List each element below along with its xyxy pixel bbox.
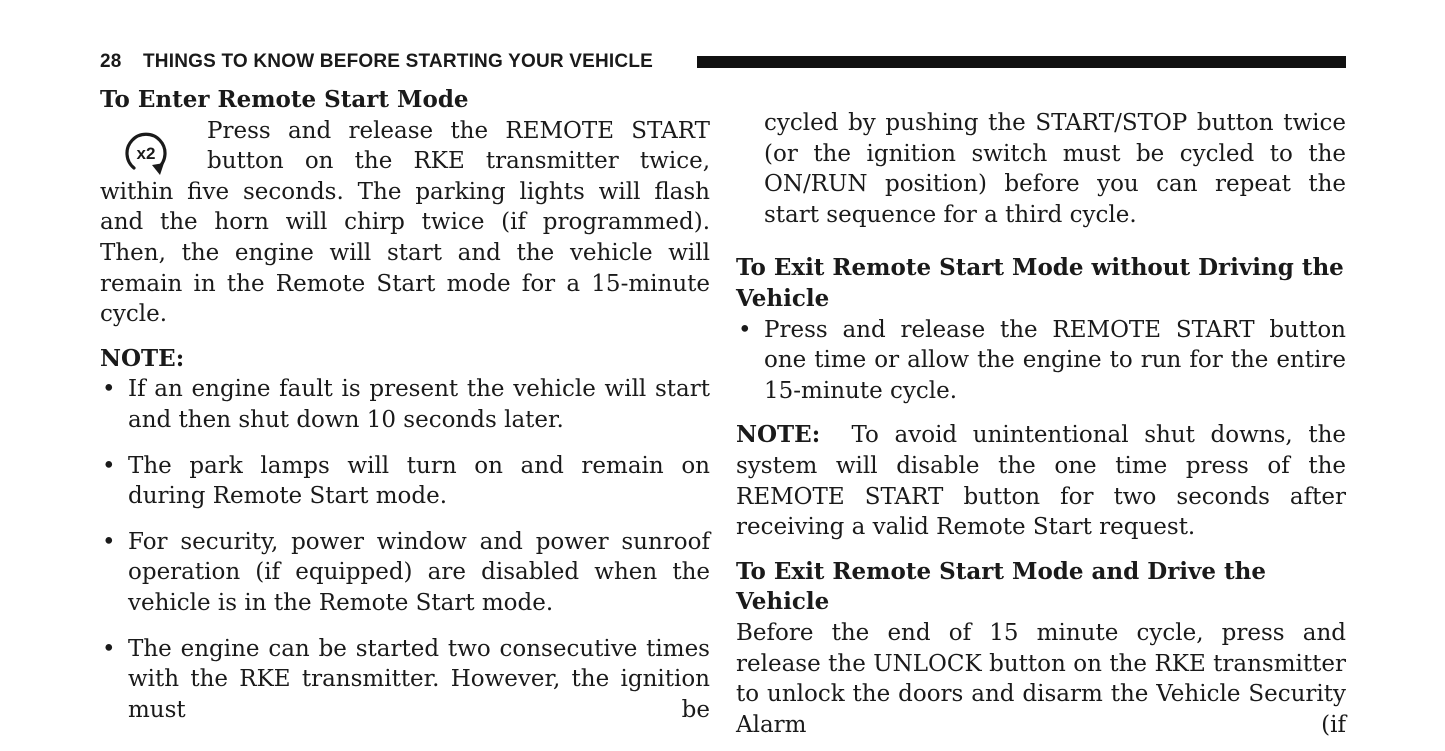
- exit-without-driving-list: [736, 315, 1346, 407]
- exit-without-driving-heading: To Exit Remote Start Mode without Driving the Vehicle: [736, 254, 1344, 312]
- note-list-left: [100, 374, 710, 725]
- bullet-icon: •: [102, 376, 116, 403]
- list-item: [100, 527, 710, 619]
- page-header: [100, 50, 1346, 74]
- exit-and-drive-heading: To Exit Remote Start Mode and Drive the Vehicle: [736, 557, 1267, 616]
- note-label-right: NOTE:: [736, 421, 821, 449]
- note-item-text: The engine can be started two consecutive times with the RKE transmitter. However, the ignition must be: [128, 635, 710, 723]
- enter-remote-start-heading: To Enter Remote Start Mode: [100, 86, 469, 113]
- note-item-text: The park lamps will turn on and remain on during Remote Start mode.: [128, 452, 710, 510]
- page-number: 28: [100, 51, 122, 72]
- note-paragraph-right: [736, 420, 1346, 542]
- section-title: THINGS TO KNOW BEFORE STARTING YOUR VEHICLE: [143, 51, 654, 72]
- bullet-icon: •: [102, 452, 116, 479]
- bullet-icon: •: [738, 316, 752, 343]
- right-column: [736, 85, 1346, 740]
- continued-bullet-text: cycled by pushing the START/STOP button twice (or the ignition switch must be cycled to the ON/RUN position) before you can repeat the start sequence for a third cycle.: [764, 110, 1346, 228]
- note-text-right: To avoid unintentional shut downs, the system will disable the one time press of the REMOTE START button for two seconds after receiving a valid Remote Start request.: [736, 422, 1347, 541]
- exit-and-drive-body: Before the end of 15 minute cycle, press and release the UNLOCK button on the RKE transmitter to unlock the doors and disarm the Vehicle Security Alarm (if: [736, 619, 1346, 738]
- note-item-text: For security, power window and power sunroof operation (if equipped) are disabled when the vehicle is in the Remote Start mode.: [128, 528, 710, 616]
- bullet-icon: •: [102, 528, 116, 555]
- remote-start-x2-icon-label: x2: [136, 143, 156, 163]
- list-item: [736, 315, 1346, 407]
- remote-start-x2-icon: [100, 116, 207, 176]
- exit-item-text: Press and release the REMOTE START button one time or allow the engine to run for the entire 15-minute cycle.: [764, 316, 1346, 404]
- note-item-text: If an engine fault is present the vehicle will start and then shut down 10 seconds later.: [128, 376, 710, 433]
- header-rule: [697, 56, 1346, 68]
- bullet-icon: •: [102, 635, 116, 662]
- left-column: [100, 85, 710, 725]
- list-item: [100, 374, 710, 435]
- remote-start-x2-icon-graphic: [120, 130, 172, 178]
- list-item: [100, 451, 710, 512]
- list-item: [100, 634, 710, 726]
- enter-remote-start-body: Press and release the REMOTE START button on the RKE transmitter twice, within five seconds. The parking lights will flash and the horn will chirp twice (if programmed). Then, the engine will start and the vehicle will remain in the Remote Start mode for a 15-minute cycle.: [100, 117, 710, 328]
- note-label-left: NOTE:: [100, 344, 185, 372]
